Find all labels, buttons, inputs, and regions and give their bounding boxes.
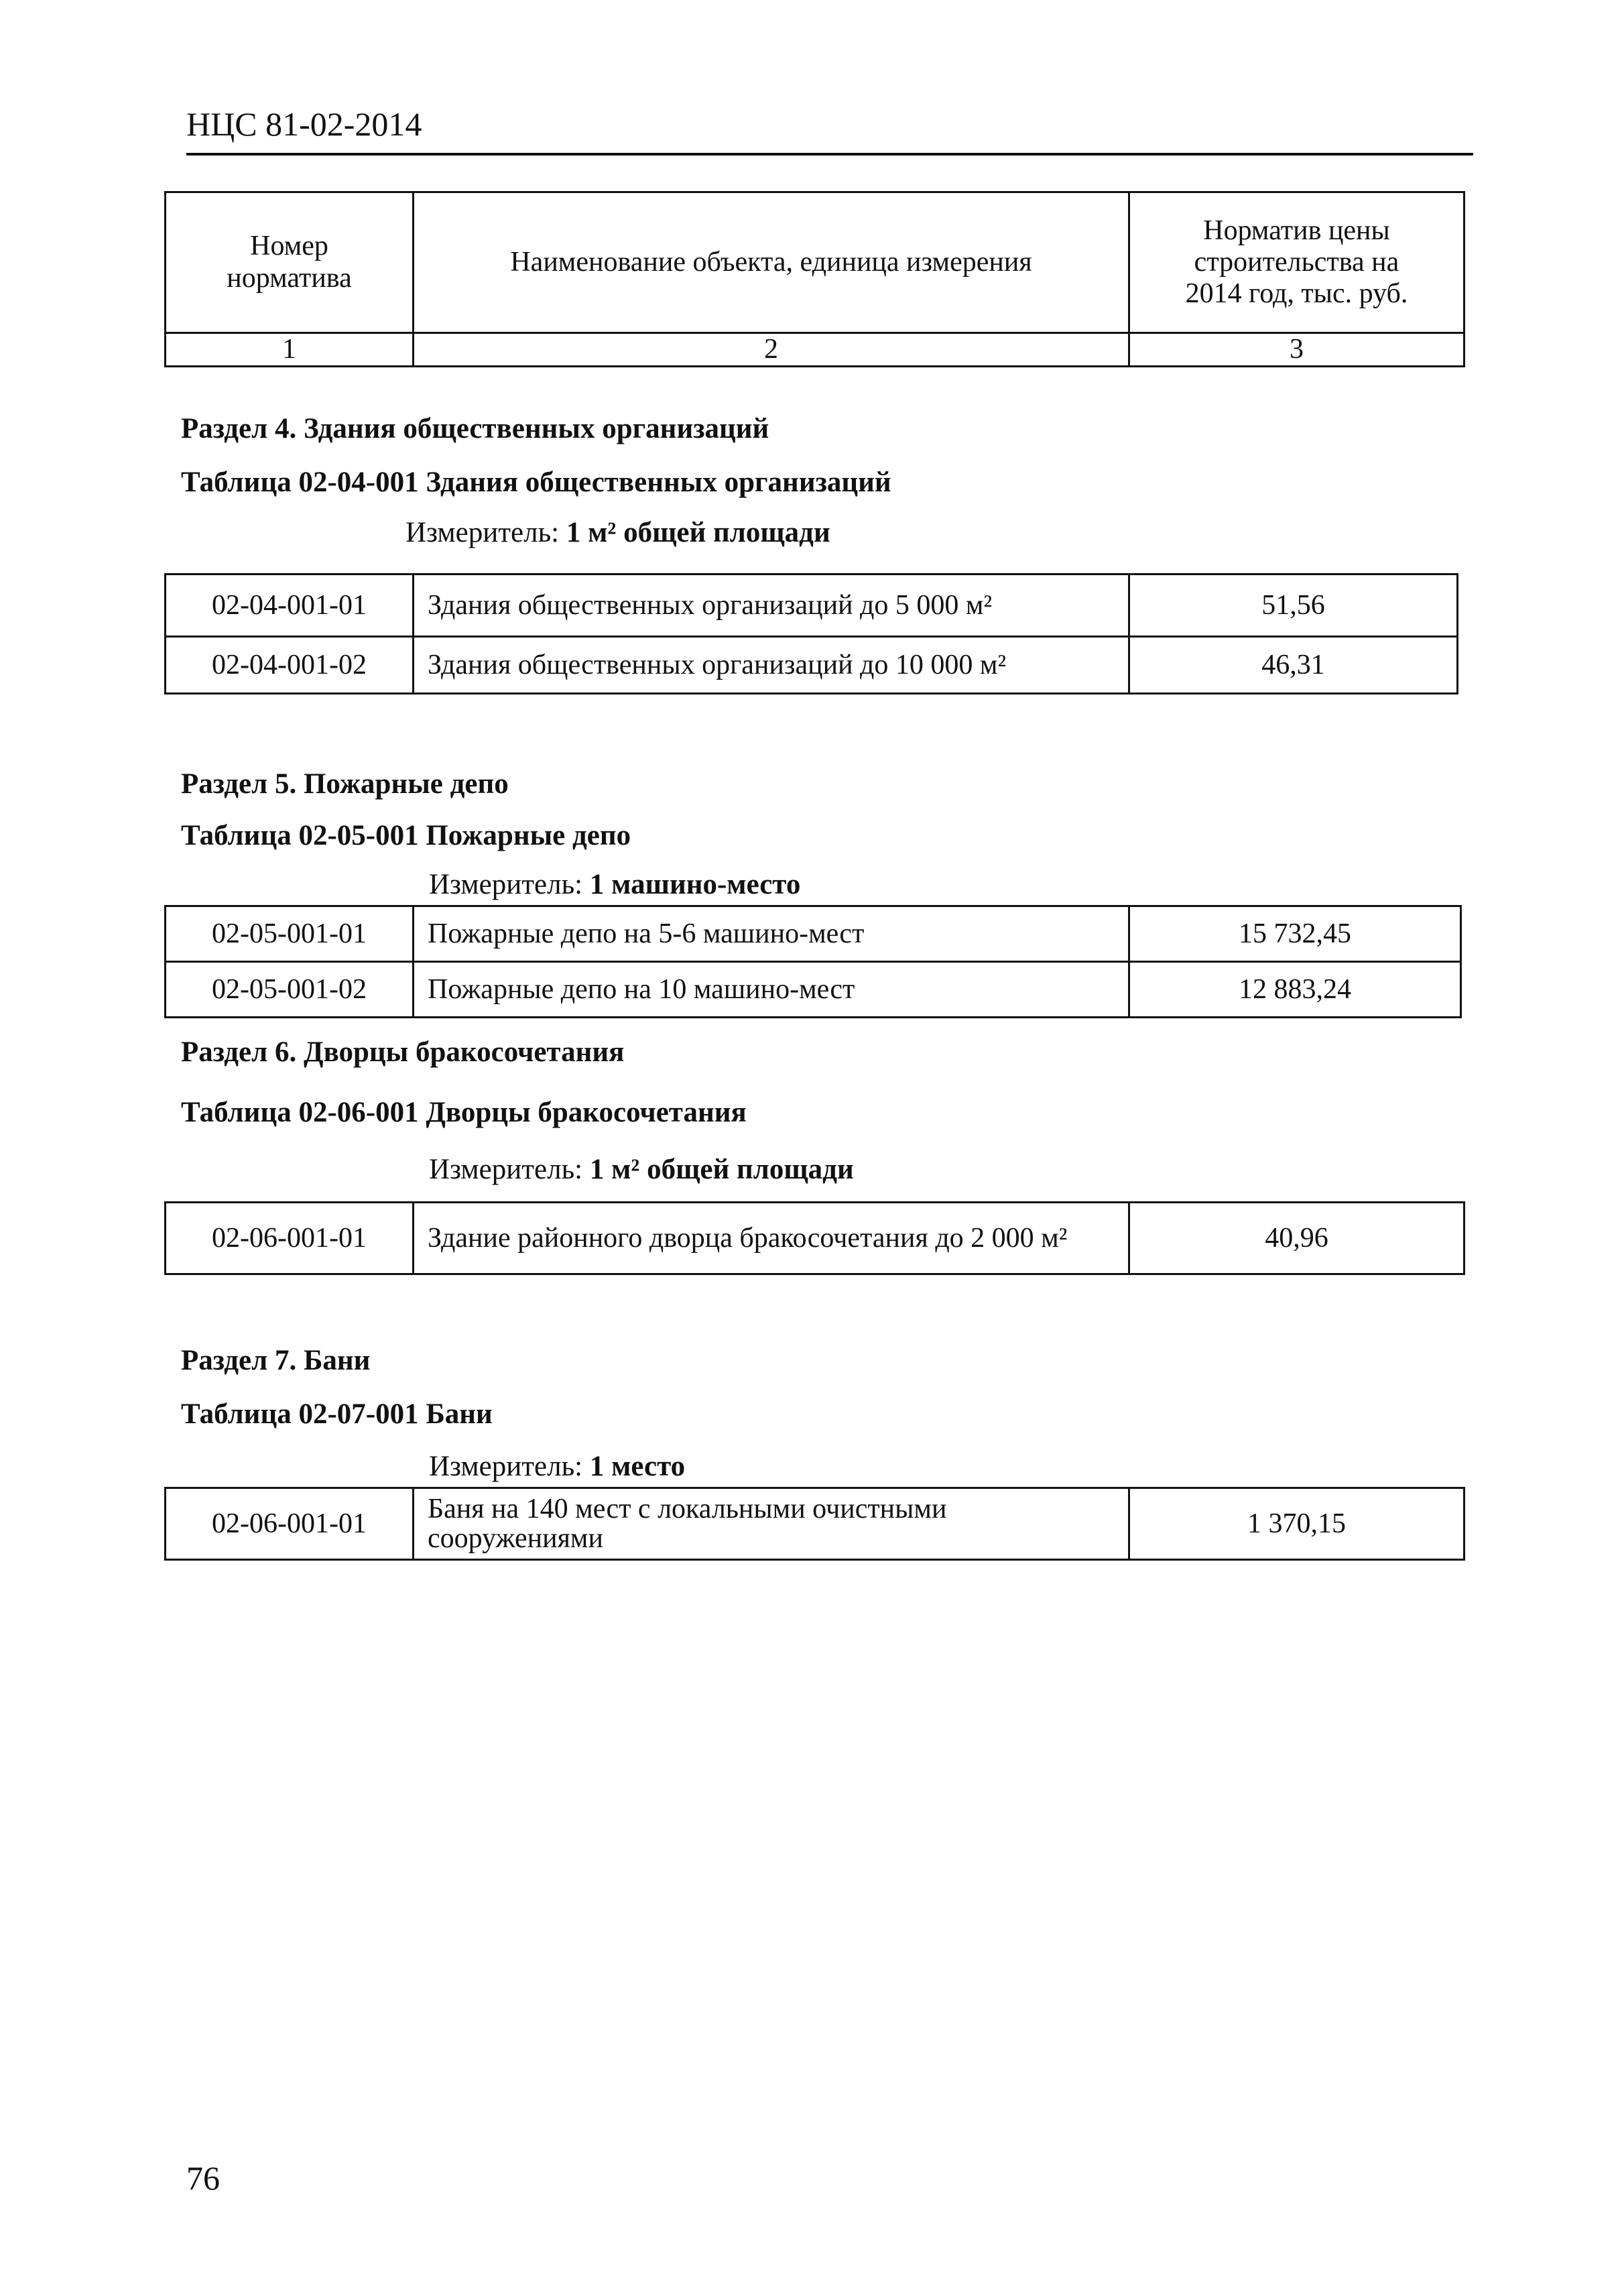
section-title: Раздел 7. Бани <box>181 1345 371 1376</box>
measurement-unit <box>429 868 800 901</box>
object-name: Здания общественных организаций до 10 000 м² <box>414 637 1129 694</box>
column-number-3: 3 <box>1129 333 1464 367</box>
table-row <box>166 962 1461 1018</box>
norms-table <box>164 905 1462 1018</box>
measurement-unit <box>429 1153 854 1186</box>
measurement-value: 1 м² общей площади <box>589 1154 854 1185</box>
page-number: 76 <box>186 2159 220 2197</box>
column-header-table <box>164 191 1465 367</box>
table-title: Таблица 02-06-001 Дворцы бракосочетания <box>181 1097 747 1128</box>
column-number-2: 2 <box>414 333 1129 367</box>
object-name: Здания общественных организаций до 5 000 м² <box>414 575 1129 637</box>
price-value: 12 883,24 <box>1129 962 1461 1018</box>
table-title: Таблица 02-04-001 Здания общественных организаций <box>181 467 891 498</box>
price-value: 51,56 <box>1129 575 1458 637</box>
object-name: Пожарные депо на 5-6 машино-мест <box>414 906 1129 962</box>
column-header-price: Норматив цены строительства на 2014 год, тыс. руб. <box>1129 192 1464 333</box>
price-value: 40,96 <box>1129 1203 1464 1274</box>
measurement-label: Измеритель: <box>429 1154 583 1185</box>
price-value: 15 732,45 <box>1129 906 1461 962</box>
section-title: Раздел 6. Дворцы бракосочетания <box>181 1036 625 1068</box>
measurement-value: 1 м² общей площади <box>566 517 830 548</box>
price-value: 46,31 <box>1129 637 1458 694</box>
measurement-unit <box>429 1450 685 1483</box>
table-row <box>166 1488 1464 1560</box>
table-row <box>166 1203 1464 1274</box>
norms-table <box>164 1201 1465 1275</box>
norm-code: 02-06-001-01 <box>166 1203 414 1274</box>
norm-code: 02-04-001-01 <box>166 575 414 637</box>
measurement-value: 1 машино-место <box>589 869 801 900</box>
table-row <box>166 575 1458 637</box>
measurement-label: Измеритель: <box>406 517 560 548</box>
norm-code: 02-05-001-01 <box>166 906 414 962</box>
norm-code: 02-06-001-01 <box>166 1488 414 1560</box>
norms-table <box>164 573 1458 694</box>
price-value: 1 370,15 <box>1129 1488 1464 1560</box>
column-number-1: 1 <box>166 333 414 367</box>
measurement-value: 1 место <box>589 1451 686 1482</box>
norms-table <box>164 1487 1465 1561</box>
section-title: Раздел 5. Пожарные депо <box>181 768 509 800</box>
measurement-label: Измеритель: <box>429 869 583 900</box>
table-title: Таблица 02-05-001 Пожарные депо <box>181 820 631 851</box>
section-title: Раздел 4. Здания общественных организаций <box>181 413 769 444</box>
object-name: Здание районного дворца бракосочетания до 2 000 м² <box>414 1203 1129 1274</box>
measurement-label: Измеритель: <box>429 1451 583 1482</box>
object-name: Баня на 140 мест с локальными очистными сооружениями <box>414 1488 1129 1560</box>
column-header-code: Номер норматива <box>166 192 414 333</box>
document-code: НЦС 81-02-2014 <box>186 105 422 143</box>
table-row <box>166 637 1458 694</box>
column-header-name: Наименование объекта, единица измерения <box>414 192 1129 333</box>
page-header <box>186 107 1473 156</box>
table-row <box>166 906 1461 962</box>
measurement-unit <box>406 516 830 549</box>
norm-code: 02-05-001-02 <box>166 962 414 1018</box>
object-name: Пожарные депо на 10 машино-мест <box>414 962 1129 1018</box>
table-title: Таблица 02-07-001 Бани <box>181 1398 493 1430</box>
norm-code: 02-04-001-02 <box>166 637 414 694</box>
